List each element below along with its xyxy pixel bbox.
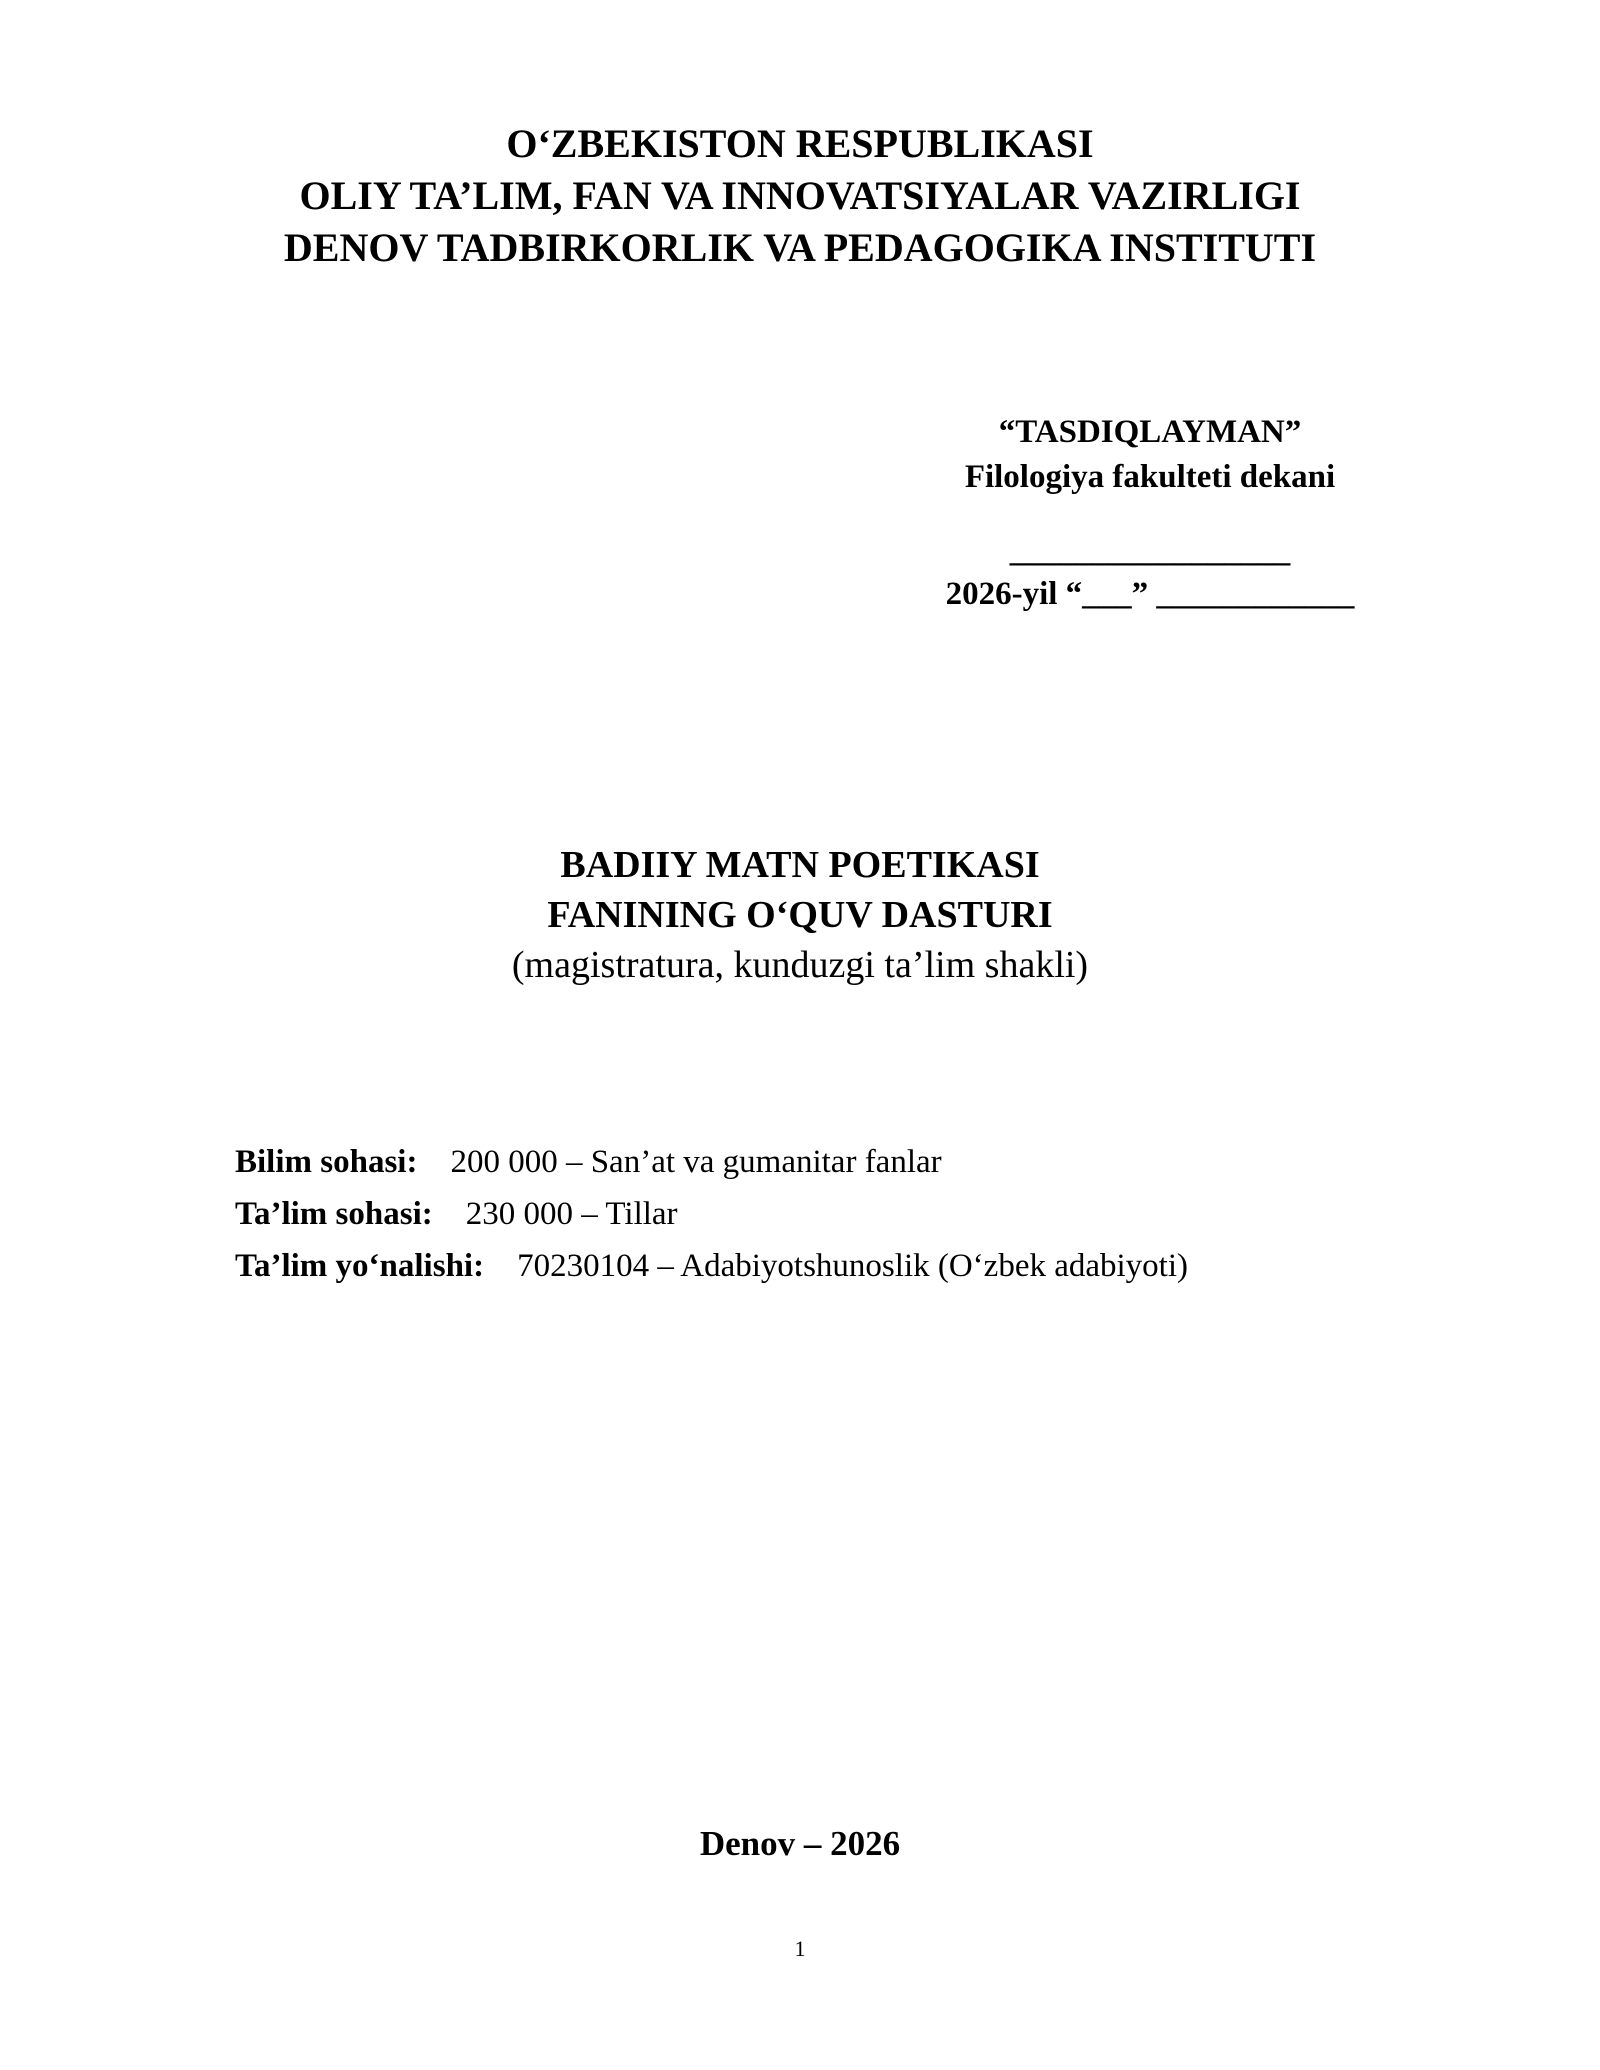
ministry-name: OLIY TA’LIM, FAN VA INNOVATSIYALAR VAZIRLIGI <box>299 173 1301 218</box>
approver-position: Filologiya fakulteti dekani <box>964 459 1336 495</box>
institute-name: DENOV TADBIRKORLIK VA PEDAGOGIKA INSTITUTI <box>283 225 1317 270</box>
program-title: FANINING O‘QUV DASTURI <box>547 894 1053 936</box>
country-name: O‘ZBEKISTON RESPUBLIKASI <box>506 121 1094 166</box>
course-title: BADIIY MATN POETIKASI <box>560 844 1040 886</box>
institution-header <box>0 118 1600 274</box>
direction-label: Ta’lim yo‘nalishi: <box>235 1248 485 1284</box>
field-value: 200 000 – San’at va gumanitar fanlar <box>450 1144 942 1180</box>
info-row-field <box>235 1136 1435 1188</box>
approval-block <box>900 410 1400 617</box>
signature-line: _________________ <box>1009 533 1291 569</box>
program-info <box>235 1136 1435 1292</box>
education-value: 230 000 – Tillar <box>465 1196 678 1232</box>
approval-stamp: “TASDIQLAYMAN” <box>998 414 1302 450</box>
info-row-direction <box>235 1240 1435 1292</box>
city-year: Denov – 2026 <box>699 1824 901 1863</box>
approval-date-line: 2026-yil “___” ____________ <box>945 576 1355 612</box>
education-label: Ta’lim sohasi: <box>235 1196 433 1232</box>
field-label: Bilim sohasi: <box>235 1144 418 1180</box>
direction-value: 70230104 – Adabiyotshunoslik (O‘zbek adabiyoti) <box>517 1248 1189 1284</box>
page-number: 1 <box>794 1936 806 1961</box>
document-title <box>0 840 1600 990</box>
info-row-education <box>235 1188 1435 1240</box>
program-subtitle: (magistratura, kunduzgi ta’lim shakli) <box>511 944 1089 986</box>
